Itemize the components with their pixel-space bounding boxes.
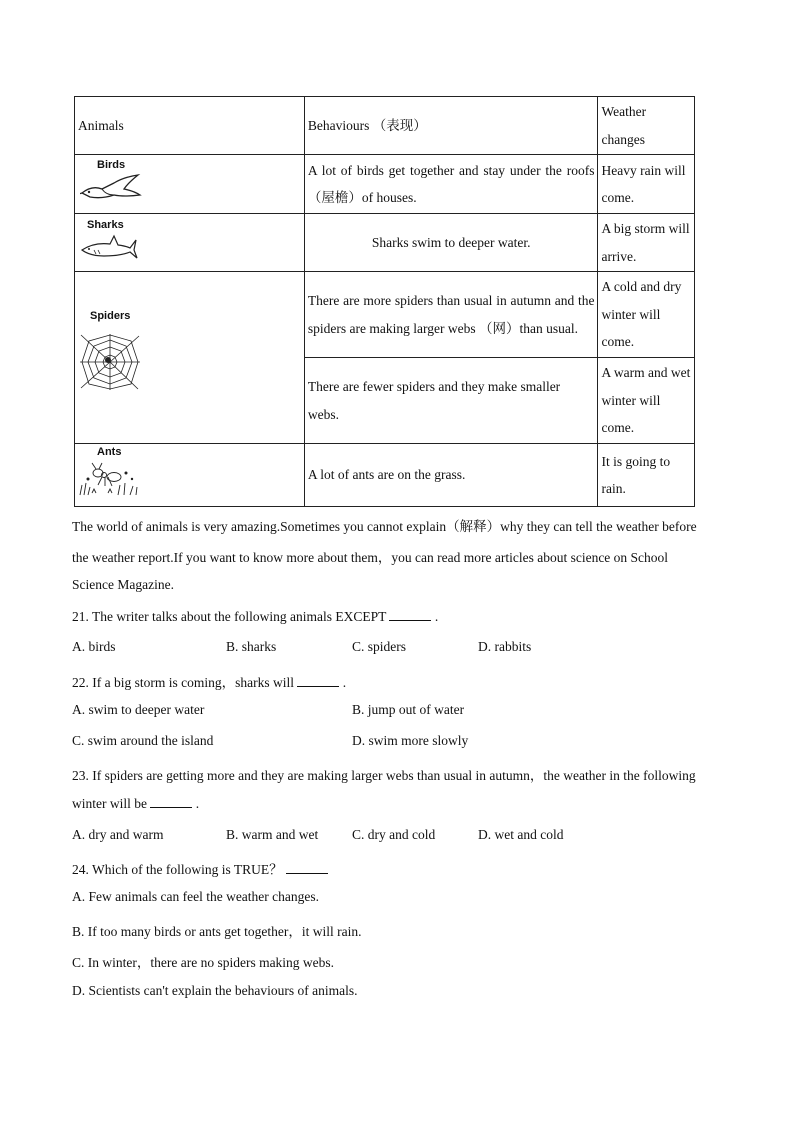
weather-sharks: A big storm will arrive.	[598, 214, 695, 272]
behaviour-spiders-fewer: There are fewer spiders and they make smaller webs.	[304, 358, 598, 444]
question-22-end: .	[342, 675, 347, 690]
option-23-b: B. warm and wet	[226, 827, 319, 842]
option-23-a: A. dry and warm	[72, 827, 164, 842]
option-24-a: A. Few animals can feel the weather changes.	[72, 889, 320, 904]
answer-blank-23[interactable]	[150, 795, 192, 808]
animal-cell-spiders	[75, 272, 305, 444]
question-21-stem: 21. The writer talks about the following animals EXCEPT	[72, 609, 387, 624]
option-22-c: C. swim around the island	[72, 733, 214, 748]
passage-line-2: the weather report.If you want to know more about them，you can read more articles about science on School	[72, 550, 669, 565]
weather-spiders-more: A cold and dry winter will come.	[598, 272, 695, 358]
behaviour-sharks: Sharks swim to deeper water.	[304, 214, 598, 272]
header-weather-changes: Weather changes	[598, 97, 695, 155]
question-24-stem: 24. Which of the following is TRUE？	[72, 862, 283, 877]
shark-icon	[80, 234, 138, 262]
question-22-stem: 22. If a big storm is coming，sharks will	[72, 675, 294, 690]
option-22-d: D. swim more slowly	[352, 733, 469, 748]
spider-web-icon	[79, 333, 141, 391]
answer-blank-22[interactable]	[297, 674, 339, 687]
question-23-stem: 23. If spiders are getting more and they are making larger webs than usual in autumn，the weather in the following	[72, 768, 696, 783]
option-21-c: C. spiders	[352, 639, 406, 654]
answer-blank-24[interactable]	[286, 861, 328, 874]
passage-line-3: Science Magazine.	[72, 577, 174, 592]
question-23	[72, 795, 199, 812]
behaviour-spiders-more: There are more spiders than usual in autumn and the spiders are making larger webs （网）than usual.	[304, 272, 598, 358]
option-22-b: B. jump out of water	[352, 702, 465, 717]
passage-line-1: The world of animals is very amazing.Sometimes you cannot explain（解释）why they can tell the weather before	[72, 519, 697, 534]
question-21	[72, 608, 438, 625]
option-24-b: B. If too many birds or ants get together，it will rain.	[72, 924, 362, 939]
option-24-c: C. In winter，there are no spiders making webs.	[72, 955, 335, 970]
ant-icon	[78, 459, 140, 497]
behaviour-ants: A lot of ants are on the grass.	[304, 444, 598, 507]
animal-cell-sharks	[75, 214, 305, 272]
option-24-d: D. Scientists can't explain the behaviours of animals.	[72, 983, 358, 998]
answer-blank-21[interactable]	[389, 608, 431, 621]
header-animals: Animals	[75, 97, 305, 155]
weather-ants: It is going to rain.	[598, 444, 695, 507]
header-behaviours: Behaviours （表现）	[304, 97, 598, 155]
question-23-end: .	[195, 796, 200, 811]
option-21-d: D. rabbits	[478, 639, 532, 654]
animal-cell-ants	[75, 444, 305, 507]
weather-birds: Heavy rain will come.	[598, 155, 695, 214]
question-23-stem-2: winter will be	[72, 796, 147, 811]
question-22	[72, 671, 346, 691]
question-24	[72, 858, 328, 878]
option-23-d: D. wet and cold	[478, 827, 564, 842]
bird-icon	[80, 173, 142, 203]
option-22-a: A. swim to deeper water	[72, 702, 205, 717]
animal-cell-birds	[75, 155, 305, 214]
animal-name-spiders: Spiders	[90, 310, 131, 322]
weather-spiders-fewer: A warm and wet winter will come.	[598, 358, 695, 444]
question-21-end: .	[434, 609, 439, 624]
animal-weather-table	[74, 96, 695, 507]
animal-name-ants: Ants	[97, 446, 122, 458]
behaviour-birds: A lot of birds get together and stay under the roofs（屋檐）of houses.	[304, 155, 598, 214]
animal-name-sharks: Sharks	[87, 219, 124, 231]
option-21-b: B. sharks	[226, 639, 277, 654]
option-23-c: C. dry and cold	[352, 827, 436, 842]
animal-name-birds: Birds	[97, 159, 126, 171]
option-21-a: A. birds	[72, 639, 116, 654]
